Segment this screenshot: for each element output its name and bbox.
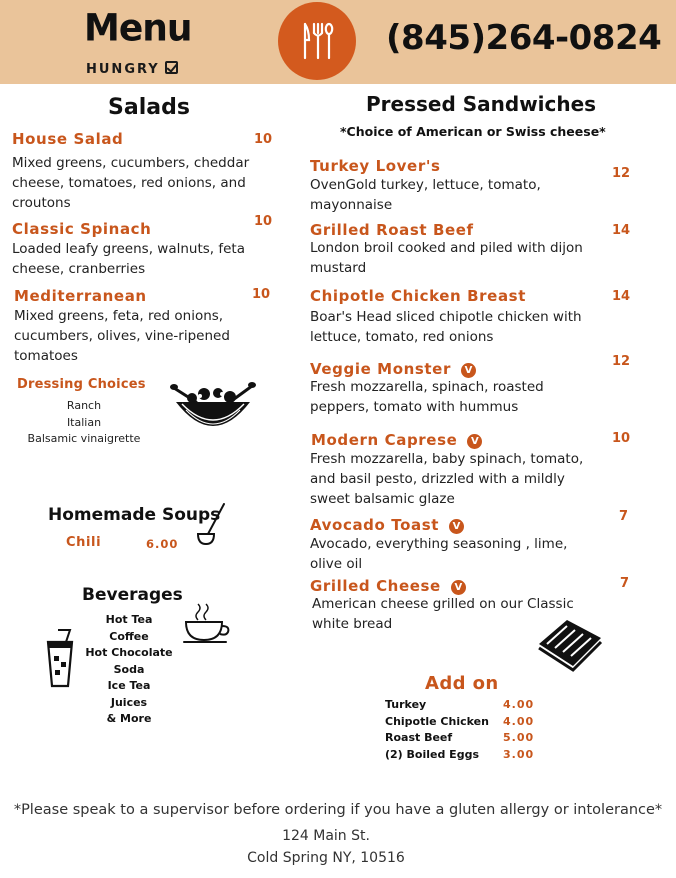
desc-line: cucumbers, olives, vine-ripened	[14, 328, 230, 344]
sandwich-name-chipotle: Chipotle Chicken Breast	[310, 287, 526, 305]
checkbox-icon	[165, 61, 178, 74]
salad-bowl-icon	[170, 380, 256, 440]
sandwich-desc-caprese	[310, 449, 610, 509]
dressing-item: Ranch	[66, 399, 102, 412]
salad-price-mediterranean: 10	[252, 287, 271, 302]
addon-name-eggs: (2) Boiled Eggs	[385, 748, 479, 761]
desc-line: Loaded leafy greens, walnuts, feta	[12, 241, 245, 257]
salads-heading: Salads	[108, 95, 190, 120]
beverage-item: Hot Chocolate	[85, 646, 173, 659]
sandwich-desc-veggie	[310, 377, 610, 417]
menu-title: Menu	[84, 6, 192, 51]
addon-name-turkey: Turkey	[385, 698, 427, 711]
sandwich-desc-roast-beef	[310, 238, 610, 278]
dressing-item: Italian	[66, 415, 102, 429]
vegetarian-badge-icon: V	[449, 519, 464, 534]
desc-line: Avocado, everything seasoning , lime,	[310, 536, 568, 552]
desc-line: cheese, tomatoes, red onions, and	[12, 175, 246, 191]
tea-cup-icon	[182, 602, 232, 646]
desc-line: mustard	[310, 260, 367, 276]
vegetarian-badge-icon: V	[461, 363, 476, 378]
desc-line: Boar's Head sliced chipotle chicken with	[310, 309, 582, 325]
desc-line: croutons	[12, 195, 71, 211]
sandwich-price-grilled-cheese: 7	[620, 576, 630, 591]
address-line-2: Cold Spring NY, 10516	[247, 850, 405, 866]
sandwich-price-roast-beef: 14	[612, 223, 631, 238]
addon-heading: Add on	[425, 673, 499, 694]
hungry-label: HUNGRY	[86, 62, 160, 77]
desc-line: and basil pesto, drizzled with a mildly	[310, 471, 565, 487]
salad-desc-house	[12, 153, 272, 213]
dressing-item: Balsamic vinaigrette	[27, 432, 141, 445]
desc-line: cheese, cranberries	[12, 261, 146, 277]
item-label: Avocado Toast	[310, 516, 440, 534]
soup-price-chili: 6.00	[146, 537, 179, 551]
sandwich-desc-chipotle	[310, 307, 610, 347]
vegetarian-badge-icon: V	[451, 580, 466, 595]
logo	[278, 2, 356, 80]
sandwich-name-avocado	[310, 516, 464, 534]
sandwich-name-veggie	[310, 360, 476, 378]
beverage-item: Soda	[113, 662, 145, 676]
soup-name-chili: Chili	[66, 535, 102, 550]
sandwich-price-veggie: 12	[612, 354, 631, 369]
addon-name-roast-beef: Roast Beef	[385, 731, 453, 744]
beverages-heading: Beverages	[82, 585, 183, 605]
desc-line: white bread	[312, 616, 393, 632]
desc-line: Fresh mozzarella, baby spinach, tomato,	[310, 451, 584, 467]
desc-line: Mixed greens, cucumbers, cheddar	[12, 155, 250, 171]
beverage-item: Coffee	[109, 629, 149, 643]
fork-knife-spoon-icon	[278, 2, 356, 80]
beverage-item: Hot Tea	[105, 613, 153, 626]
vegetarian-badge-icon: V	[467, 434, 482, 449]
sandwich-name-roast-beef: Grilled Roast Beef	[310, 221, 474, 239]
beverage-item: & More	[106, 712, 152, 725]
salad-price-spinach: 10	[254, 214, 273, 229]
grilled-cheese-sandwich-icon	[535, 614, 607, 672]
dressing-list	[14, 398, 154, 448]
desc-line: olive oil	[310, 556, 363, 572]
sandwich-price-caprese: 10	[612, 431, 631, 446]
hungry-tagline	[86, 61, 178, 77]
desc-line: tomatoes	[14, 348, 78, 364]
sandwiches-heading: Pressed Sandwiches	[366, 92, 597, 116]
beverage-item: Juices	[110, 695, 148, 709]
beverages-list	[70, 612, 188, 728]
sandwich-desc-avocado	[310, 534, 610, 574]
desc-line: lettuce, tomato, red onions	[310, 329, 494, 345]
salad-name-house: House Salad	[12, 130, 124, 148]
beverage-item: Ice Tea	[107, 679, 151, 692]
sandwich-price-avocado: 7	[619, 509, 629, 524]
sandwich-desc-turkey	[310, 175, 610, 215]
addon-price-roast-beef: 5.00	[503, 731, 535, 744]
addon-price-chipotle: 4.00	[503, 715, 535, 728]
item-label: Modern Caprese	[311, 431, 458, 449]
sandwich-name-caprese	[311, 431, 482, 449]
gluten-notice: *Please speak to a supervisor before ordering if you have a gluten allergy or intolerance*	[13, 802, 663, 818]
sandwich-name-grilled-cheese	[310, 577, 466, 595]
addon-name-chipotle: Chipotle Chicken	[385, 715, 489, 728]
desc-line: Mixed greens, feta, red onions,	[14, 308, 224, 324]
salad-desc-mediterranean	[14, 306, 274, 366]
phone-number: (845)264-0824	[386, 18, 662, 58]
sandwich-price-chipotle: 14	[612, 289, 631, 304]
salad-price-house: 10	[254, 132, 273, 147]
addon-price-eggs: 3.00	[503, 748, 535, 761]
desc-line: American cheese grilled on our Classic	[312, 596, 574, 612]
ladle-icon	[194, 502, 230, 546]
salad-name-spinach: Classic Spinach	[12, 220, 152, 238]
salad-name-mediterranean: Mediterranean	[14, 287, 147, 305]
header-banner	[0, 0, 676, 84]
sandwiches-subheading: *Choice of American or Swiss cheese*	[340, 124, 606, 139]
desc-line: sweet balsamic glaze	[310, 491, 455, 507]
soups-heading: Homemade Soups	[48, 505, 221, 525]
salad-desc-spinach	[12, 239, 272, 279]
soda-cup-icon	[44, 628, 76, 690]
sandwich-price-turkey: 12	[612, 166, 631, 181]
item-label: Grilled Cheese	[310, 577, 441, 595]
dressing-heading: Dressing Choices	[17, 377, 146, 392]
desc-line: Fresh mozzarella, spinach, roasted	[310, 379, 544, 395]
desc-line: peppers, tomato with hummus	[310, 399, 519, 415]
desc-line: mayonnaise	[310, 197, 393, 213]
desc-line: OvenGold turkey, lettuce, tomato,	[310, 177, 541, 193]
desc-line: London broil cooked and piled with dijon	[310, 240, 583, 256]
addon-price-turkey: 4.00	[503, 698, 535, 711]
item-label: Veggie Monster	[310, 360, 451, 378]
sandwich-name-turkey: Turkey Lover's	[310, 157, 441, 175]
address-line-1: 124 Main St.	[282, 828, 370, 844]
